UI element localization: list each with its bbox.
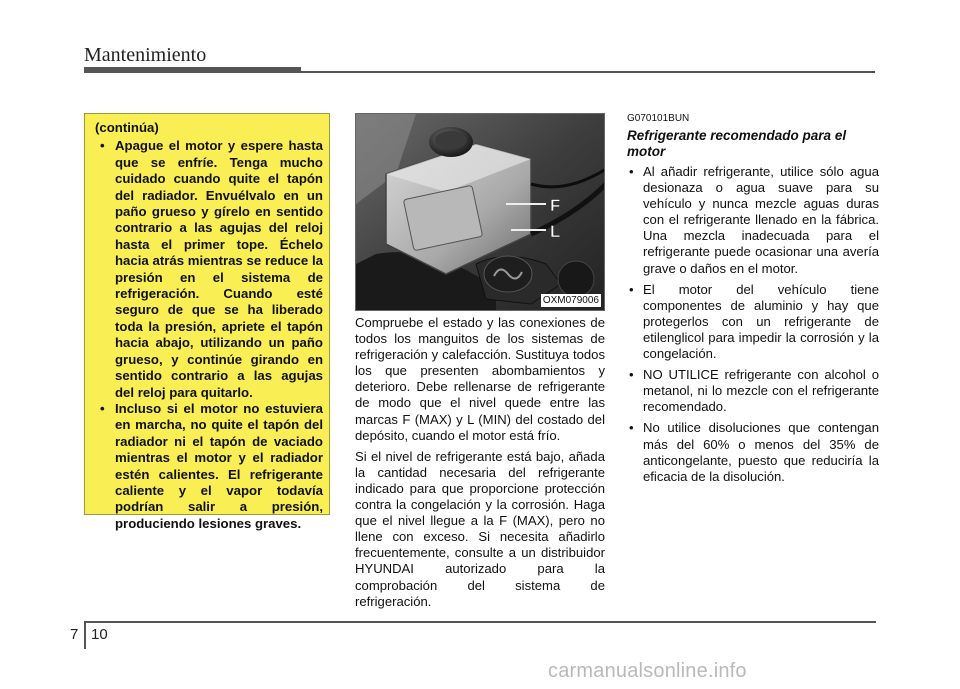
section-heading: Refrigerante recomendado para el motor xyxy=(627,128,847,159)
warning-box xyxy=(84,113,330,531)
header-rule xyxy=(301,71,875,73)
watermark: carmanualsonline.info xyxy=(548,660,747,682)
footer-rule xyxy=(84,621,876,623)
full-mark-label: F xyxy=(550,196,561,215)
list-item: • NO UTILICE refrigerante con alcohol o metanol, ni lo mezcle con el refrigerante recomendado. xyxy=(627,367,879,415)
chapter-number: 7 xyxy=(70,626,79,643)
list-item: • Al añadir refrigerante, utilice sólo agua desionaza o agua suave para su vehículo y nunca mezcle aguas duras con el refrigerante llenado en la fábrica. Una mezcla inadecuada para el refrigerante puede ocasionar una avería grave o daños en el motor. xyxy=(627,164,879,277)
warning-heading: (continúa) xyxy=(95,120,159,135)
header-rule-thick xyxy=(84,67,301,73)
section-title: Mantenimiento xyxy=(84,44,207,66)
paragraph: Compruebe el estado y las conexiones de todos los manguitos de los sistemas de refrigeración y calefacción. Sustituya todos los que presenten abombamientos y deterioro. Debe rellenarse de refrigerante de modo que el nivel quede entre las marcas F (MAX) y L (MIN) del costado del depósito, cuando el motor está frío. xyxy=(355,315,605,443)
warning-list xyxy=(93,138,323,532)
engine-bay-illustration xyxy=(356,114,605,311)
section-code: G070101BUN xyxy=(627,113,690,124)
paragraph: Si el nivel de refrigerante está bajo, añada la cantidad necesaria del refrigerante indicado para que proporcione protección contra la congelación y la corrosión. Haga que el nivel llegue a la F (MAX), pero no llene con exceso. Si necesita añadirlo frecuentemente, consulte a un distribuidor HYUNDAI autorizado para la comprobación del sistema de refrigeración. xyxy=(355,448,605,609)
coolant-check-text xyxy=(355,315,605,615)
warning-item: • Apague el motor y espere hasta que se enfríe. Tenga mucho cuidado cuando quite el tapón del radiador. Envuélvalo en un paño grueso y gírelo en sentido contrario a las agujas del reloj hasta el primer tope. Échelo hacia atrás mientras se reduce la presión en el sistema de refrigeración. Cuando esté seguro de que se ha liberado toda la presión, apriete el tapón hacia abajo, utilizando un paño grueso, y continúe girando en sentido contrario a las agujas del reloj para quitarlo. xyxy=(93,138,323,401)
coolant-recommendation-list xyxy=(627,164,879,485)
coolant-reservoir-photo xyxy=(355,113,605,311)
list-item: • No utilice disoluciones que contengan más del 60% o menos del 35% de anticongelante, puesto que reduciría la eficacia de la disolución. xyxy=(627,420,879,484)
warning-item: • Incluso si el motor no estuviera en marcha, no quite el tapón del radiador ni el tapón de vaciado mientras el motor y el radiador estén calientes. El refrigerante caliente y el vapor todavía podrían salir a presión, produciendo lesiones graves. xyxy=(93,401,323,532)
low-mark-label: L xyxy=(550,222,561,241)
footer-divider xyxy=(84,621,86,649)
page-number: 10 xyxy=(91,626,108,643)
recommended-coolant-section xyxy=(627,113,879,490)
list-item: • El motor del vehículo tiene componentes de aluminio y hay que protegerlos con un refrigerante de etilenglicol para impedir la corrosión y la congelación. xyxy=(627,282,879,362)
photo-code: OXM079006 xyxy=(542,295,599,306)
